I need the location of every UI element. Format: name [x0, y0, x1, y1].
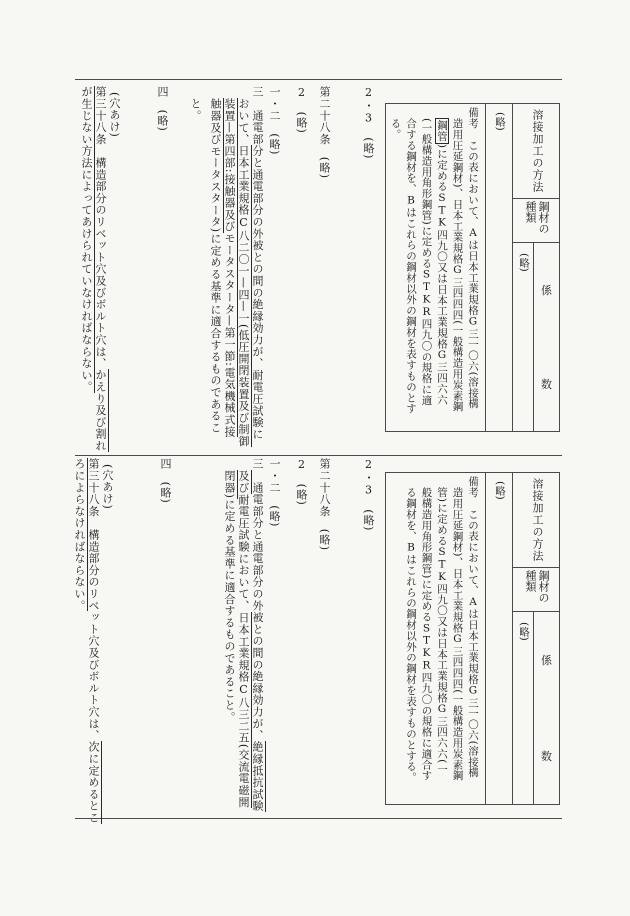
page-divider-top — [75, 79, 562, 80]
plain-text: 備考 この表において、Aは日本工業規格G三一〇六(溶接構 — [467, 107, 479, 409]
table-omitted-rows — [486, 104, 513, 431]
omitted-cell: (略) — [513, 612, 534, 804]
text-line — [188, 86, 202, 458]
text-line — [107, 86, 121, 458]
plain-text: 2・3 (略) — [362, 458, 375, 532]
text-line — [250, 86, 264, 458]
section-current-body-text — [73, 458, 375, 824]
amendment-marked-text: 装置—第四部:接触器及びモータスタータ—第一節:電気機械式接 — [223, 98, 236, 438]
plain-text: 一・二 (略) — [268, 86, 281, 156]
plain-text: 造用圧延鋼材)、日本工業規格G三四四四(一般構造用炭素鋼 — [451, 118, 464, 412]
amendment-marked-text: 及び — [237, 470, 250, 494]
plain-text: 一・二 (略) — [268, 458, 281, 528]
text-line — [403, 107, 419, 431]
plain-text: (穴あけ) — [101, 464, 114, 510]
text-line — [294, 458, 308, 818]
welding-table-current — [385, 472, 560, 805]
plain-text: 管)に定めるSTK四九〇又は日本工業規格G三四六六(一 — [436, 487, 448, 775]
plain-text: 第二十八条 (略) — [318, 86, 331, 179]
plain-text: 四 (略) — [159, 458, 172, 504]
coefficient-area — [513, 612, 559, 804]
plain-text: おいて、 — [237, 98, 250, 146]
text-line — [434, 107, 450, 431]
text-line — [418, 476, 434, 804]
page-divider-bottom — [75, 818, 562, 819]
amendment-marked-text: かえり及び割れ — [94, 369, 107, 452]
text-line — [267, 86, 281, 458]
amendment-marked-text: 触器及びモータスタータ) — [209, 98, 222, 233]
plain-text: 造用圧延鋼材)、日本工業規格G三四四四(一般構造用炭素鋼 — [451, 487, 464, 781]
plain-text: る鋼材を、Bはこれらの鋼材以外の鋼材を表すものとする。 — [405, 487, 417, 783]
table-header-column — [513, 104, 559, 431]
plain-text: (穴あけ) — [108, 92, 121, 138]
text-line — [418, 107, 434, 431]
welding-method-header: 溶接加工の方法 — [513, 473, 559, 568]
amendment-marked-text: が生じない方法によってあけられていなければならない。 — [80, 86, 93, 393]
plain-text: 第三十八条 構造部分のリベット穴及びボルト穴は、 — [87, 458, 100, 742]
plain-text: 般構造用角形鋼管)に定めるSTKR四九〇の規格に適合す — [420, 487, 433, 781]
section-amended-body-text — [75, 86, 375, 458]
text-line — [100, 458, 114, 818]
text-line — [403, 476, 419, 804]
text-line — [236, 86, 250, 458]
omitted-label: (略) — [494, 481, 506, 500]
table-omitted-rows — [486, 473, 513, 804]
table-remarks-current — [386, 473, 486, 804]
text-line — [449, 476, 465, 804]
amendment-marked-text: 絶縁抵抗試験 — [251, 741, 264, 813]
plain-text: 三 通電部分と通電部分の外被との間の絶縁効力が、 — [251, 458, 264, 742]
text-line — [317, 458, 331, 818]
text-line — [93, 86, 107, 458]
text-line — [267, 458, 281, 818]
text-line — [317, 86, 331, 458]
text-line — [361, 458, 375, 818]
omitted-cell: (略) — [513, 243, 534, 431]
plain-text: 2・3 (略) — [362, 86, 375, 160]
steel-type-header: 鋼材の種類 — [513, 568, 559, 612]
text-line — [449, 107, 465, 431]
coefficient-header: 係 数 — [541, 654, 552, 763]
text-line — [387, 107, 403, 431]
amendment-marked-text: 日本工業規格C八三二五(交流電磁開 — [237, 611, 250, 808]
text-line — [86, 458, 100, 824]
plain-text: 四 (略) — [156, 86, 169, 132]
text-line — [222, 86, 236, 458]
plain-text: 備考 この表において、Aは日本工業規格G三一〇六(溶接構 — [467, 476, 479, 778]
text-line — [208, 86, 222, 458]
plain-text: 第三十八条 構造部分のリベット穴及びボルト穴は、 — [94, 86, 107, 370]
plain-text: 2 (略) — [295, 86, 308, 134]
amendment-marked-text: 次に定めるとこ — [87, 741, 100, 824]
text-line — [465, 107, 481, 431]
text-line — [79, 86, 93, 458]
text-line — [361, 86, 375, 458]
plain-text: に定める基準に適合するものであること。 — [223, 498, 236, 723]
plain-text: 耐電圧試験において、 — [237, 493, 250, 612]
omitted-label: (略) — [494, 112, 506, 131]
text-line — [294, 86, 308, 458]
table-remarks-amended — [386, 104, 486, 431]
plain-text: (一般構造用角形鋼管)に定めるSTKR四九〇の規格に適 — [420, 118, 433, 406]
boxed-inserted-text: 鋼管 — [436, 120, 448, 142]
amendment-marked-text: 閉器) — [223, 470, 236, 499]
plain-text: 2 (略) — [295, 458, 308, 506]
plain-text: 三 通電部分と通電部分の外被との間の絶縁効力が、耐電圧試験に — [251, 86, 264, 440]
plain-text: る。 — [389, 118, 402, 140]
plain-text: と。 — [189, 98, 202, 122]
steel-type-header: 鋼材の種類 — [513, 199, 559, 243]
text-line — [250, 458, 264, 818]
text-line — [72, 458, 86, 818]
plain-text: 第二十八条 (略) — [318, 458, 331, 551]
amendment-marked-text: 日本工業規格C八二〇一—四—一(低圧開閉装置及び制御 — [237, 145, 250, 448]
text-line — [236, 458, 250, 818]
text-line — [465, 476, 481, 804]
text-line — [155, 86, 169, 458]
coefficient-area — [513, 243, 559, 431]
text-line — [158, 458, 172, 818]
text-line — [434, 476, 450, 804]
plain-text: )に定めるSTK四九〇又は日本工業規格G三四六六 — [436, 143, 448, 406]
text-line — [222, 458, 236, 818]
welding-table-amended — [385, 103, 560, 432]
table-header-column — [513, 473, 559, 804]
plain-text: 合する鋼材を、Bはこれらの鋼材以外の鋼材を表すものとす — [405, 118, 417, 414]
coefficient-header: 係 数 — [541, 284, 552, 391]
welding-method-header: 溶接加工の方法 — [513, 104, 559, 199]
plain-text: に定める基準に適合するものであるこ — [209, 232, 222, 434]
amendment-marked-text: ろによらなければならない。 — [73, 458, 86, 612]
